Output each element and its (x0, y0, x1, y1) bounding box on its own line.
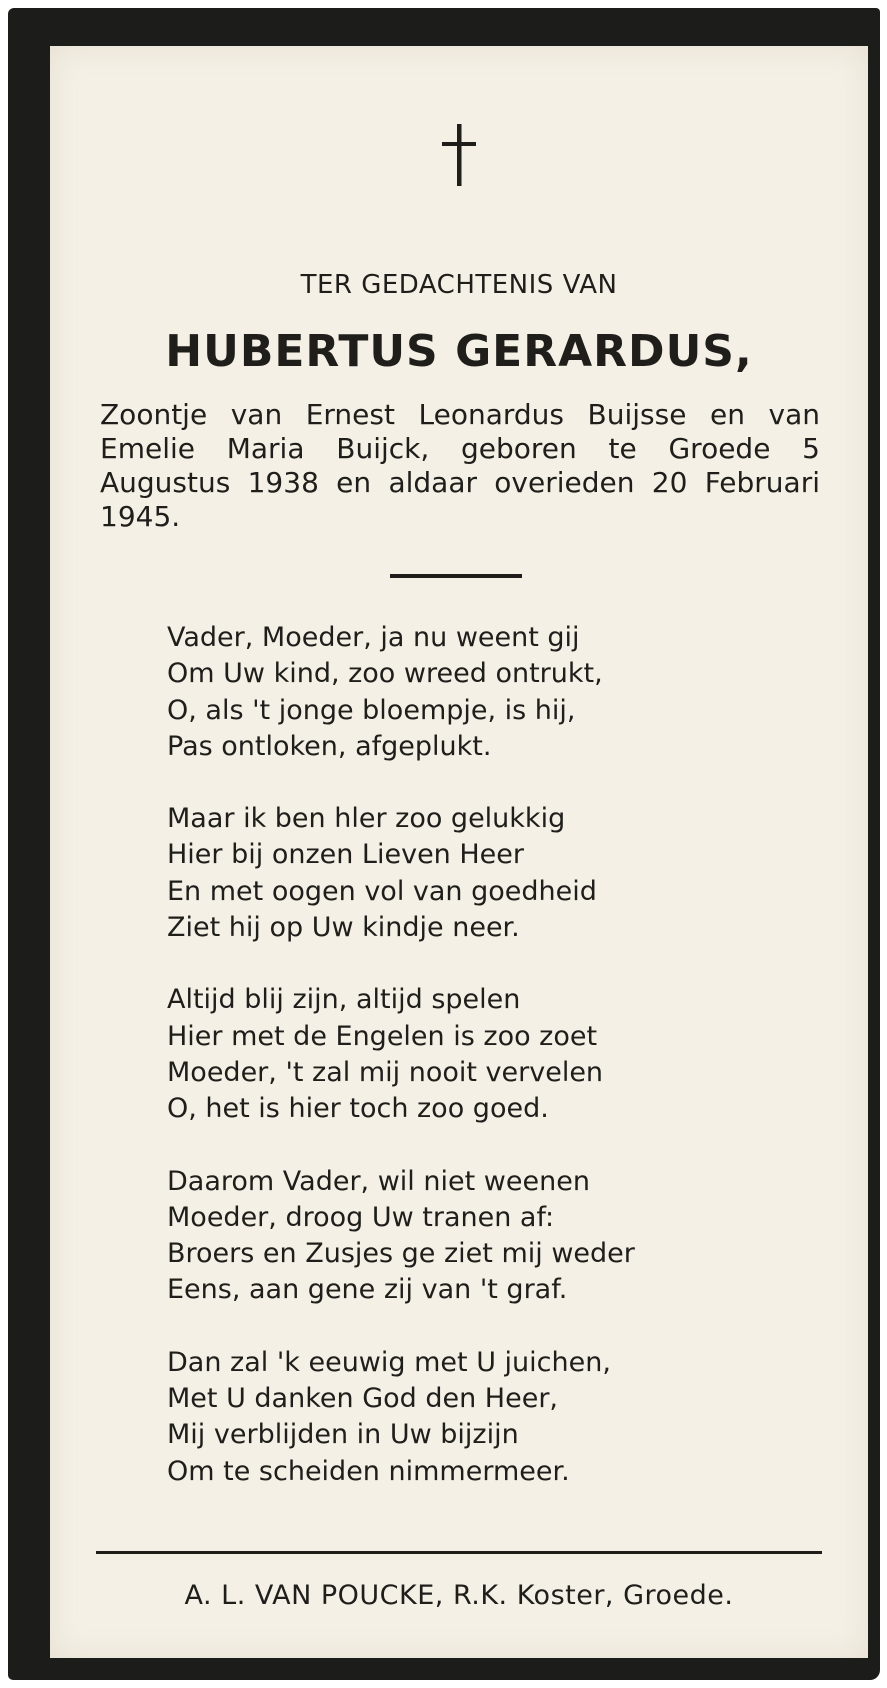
long-divider (96, 1551, 822, 1554)
poem-line: Hier met de Engelen is zoo zoet (167, 1020, 598, 1052)
poem-line: Met U danken God den Heer, (167, 1383, 559, 1415)
poem-line: O, als 't jonge bloempje, is hij, (167, 694, 576, 726)
poem (167, 620, 787, 1526)
memorial-card (50, 46, 868, 1658)
poem-line: Ziet hij op Uw kindje neer. (167, 912, 520, 944)
poem-line: Mij verblijden in Uw bijzijn (167, 1419, 519, 1451)
printer-credit: A. L. VAN POUCKE, R.K. Koster, Groede. (184, 1580, 734, 1611)
poem-stanza (167, 982, 787, 1127)
cross-icon (50, 124, 868, 194)
poem-line: Pas ontloken, afgeplukt. (167, 730, 492, 762)
card-heading: TER GEDACHTENIS VAN (300, 270, 618, 300)
poem-line: Om Uw kind, zoo wreed ontrukt, (167, 658, 603, 690)
poem-line: Moeder, droog Uw tranen af: (167, 1201, 555, 1233)
poem-line: Maar ik ben hler zoo gelukkig (167, 803, 566, 835)
poem-line: En met oogen vol van goedheid (167, 875, 597, 907)
poem-line: Vader, Moeder, ja nu weent gij (167, 622, 580, 653)
mourning-border (8, 8, 880, 1680)
biography-text: Zoontje van Ernest Leonardus Buijsse en van Emelie Maria Buijck, geboren te Groede 5 Augustus 1938 en aldaar overieden 20 Februari 1945. (100, 398, 820, 533)
poem-line: Broers en Zusjes ge ziet mij weder (167, 1238, 635, 1270)
poem-line: Dan zal 'k eeuwig met U juichen, (167, 1346, 611, 1378)
poem-stanza (167, 1345, 787, 1490)
deceased-name: HUBERTUS GERARDUS, (165, 326, 753, 377)
poem-line: Moeder, 't zal mij nooit vervelen (167, 1056, 604, 1088)
poem-stanza (167, 620, 787, 765)
poem-line: Hier bij onzen Lieven Heer (167, 839, 524, 871)
poem-line: O, het is hier toch zoo goed. (167, 1093, 549, 1125)
poem-line: Om te scheiden nimmermeer. (167, 1455, 570, 1487)
poem-line: Altijd blij zijn, altijd spelen (167, 984, 521, 1016)
short-divider (390, 574, 522, 578)
poem-line: Eens, aan gene zij van 't graf. (167, 1274, 568, 1306)
poem-stanza (167, 1164, 787, 1309)
poem-stanza (167, 801, 787, 946)
poem-line: Daarom Vader, wil niet weenen (167, 1165, 590, 1197)
